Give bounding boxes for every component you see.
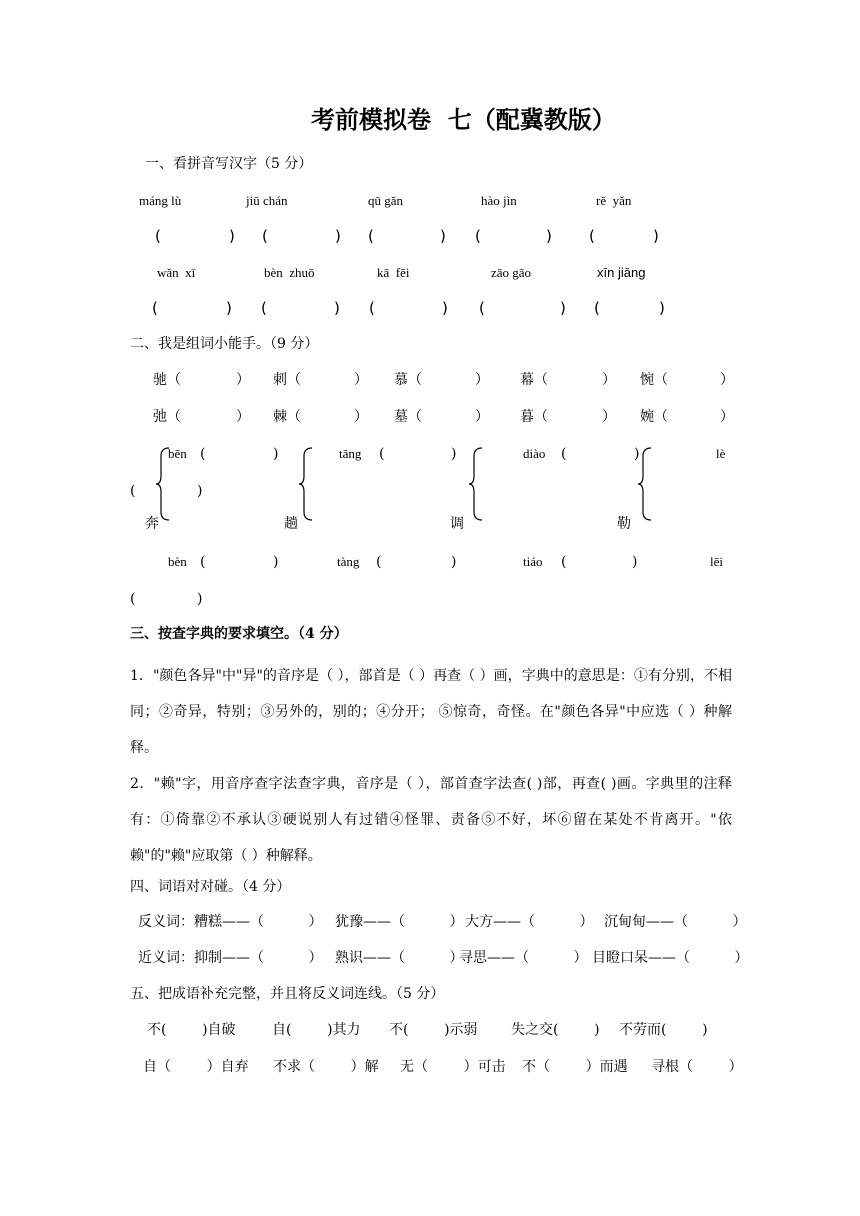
answer-close: )	[451, 554, 457, 570]
polyphone-pinyin: bèn	[168, 554, 187, 569]
answer-open: (	[369, 299, 375, 317]
answer-open: (	[130, 483, 136, 499]
answer-open: (	[376, 554, 382, 570]
word-item: 驰（	[153, 372, 181, 388]
word-close: ）	[602, 372, 616, 388]
polyphone-pinyin: lè	[716, 446, 726, 461]
idiom-item: 自（ ）自弃	[143, 1059, 249, 1075]
answer-close: )	[451, 446, 457, 462]
polyphone-pinyin: tāng	[339, 446, 362, 461]
polyphone-char: 调	[450, 516, 464, 532]
word-close: ）	[475, 409, 489, 425]
answer-open: (	[475, 227, 481, 245]
answer-open: (	[262, 227, 268, 245]
word-close: ）	[720, 409, 734, 425]
pinyin-item: máng lù	[139, 193, 182, 208]
answer-close: )	[659, 299, 665, 317]
idiom-item: 不( )示弱	[389, 1022, 478, 1038]
question-2: 2．"赖"字，用音序查字法查字典，音序是（ ），部首查字法查( )部，再查( )画。字典里的注释有：①倚靠②不承认③硬说别人有过错④怪罪、责备⑤不好，坏⑥留在某处不肯离开。"依赖"的"赖"应取第（ ）种解释。	[130, 776, 732, 864]
idiom-item: 不( )自破	[147, 1022, 236, 1038]
word-pair: 目瞪口呆——（ ）	[592, 950, 749, 966]
answer-close: )	[442, 299, 448, 317]
idiom-item: 失之交( )	[511, 1022, 600, 1038]
answer-open: (	[379, 446, 385, 462]
idiom-item: 不（ ）而遇	[522, 1059, 628, 1075]
word-pair: 熟识——（ ）	[335, 950, 464, 966]
polyphone-pinyin: tàng	[337, 554, 360, 569]
word-pair: 反义词：糟糕——（ ）	[138, 914, 323, 930]
answer-close: )	[334, 299, 340, 317]
pinyin-item: kā fēi	[377, 265, 410, 280]
polyphone-pinyin: diào	[523, 446, 546, 461]
word-close: ）	[602, 409, 616, 425]
word-item: 棘（	[273, 409, 301, 425]
word-pair: 犹豫——（ ）	[335, 914, 464, 930]
answer-open: (	[152, 299, 158, 317]
word-pair: 大方——（ ）	[465, 914, 594, 930]
answer-close: )	[229, 227, 235, 245]
answer-open: (	[594, 299, 600, 317]
pinyin-item: hào jìn	[481, 193, 517, 208]
polyphone-char: 趟	[284, 516, 298, 532]
polyphone-char: 奔	[145, 516, 159, 532]
word-close: ）	[354, 409, 368, 425]
brace-icon	[468, 446, 484, 522]
answer-open: (	[200, 446, 206, 462]
pinyin-item: wǎn xī	[157, 265, 196, 280]
pinyin-item: xīn jiāng	[597, 265, 646, 280]
answer-open: (	[561, 446, 567, 462]
idiom-item: 不求（ ）解	[273, 1059, 379, 1075]
word-close: ）	[354, 372, 368, 388]
pinyin-item: jiū chán	[246, 193, 288, 208]
word-item: 惋（	[640, 372, 668, 388]
word-pair: 沉甸甸——（ ）	[604, 914, 747, 930]
polyphone-char: 勒	[617, 516, 631, 532]
polyphone-pinyin: tiáo	[523, 554, 543, 569]
pinyin-item: rě yǎn	[596, 193, 632, 208]
polyphone-pinyin: bēn	[168, 446, 187, 461]
idiom-item: 无（ ）可击	[400, 1059, 506, 1075]
pinyin-item: qū gǎn	[368, 193, 404, 208]
section-4-heading: 四、词语对对碰。（4 分）	[130, 879, 291, 895]
word-item: 弛（	[153, 409, 181, 425]
word-close: ）	[475, 372, 489, 388]
idiom-item: 寻根（ ）	[651, 1059, 743, 1075]
answer-open: (	[155, 227, 161, 245]
answer-close: )	[226, 299, 232, 317]
answer-open: (	[200, 554, 206, 570]
brace-icon	[298, 446, 314, 522]
word-close: ）	[236, 409, 250, 425]
answer-close: )	[197, 483, 203, 499]
answer-open: (	[368, 227, 374, 245]
page-title: 考前模拟卷 七（配冀教版）	[311, 105, 616, 134]
word-item: 慕（	[394, 372, 422, 388]
word-item: 婉（	[640, 409, 668, 425]
answer-open: (	[261, 299, 267, 317]
answer-close: )	[546, 227, 552, 245]
answer-close: )	[560, 299, 566, 317]
question-1: 1．"颜色各异"中"异"的音序是（ ），部首是（ ）再查（ ）画，字典中的意思是：①有分别，不相同；②奇异，特别；③另外的，别的；④分开； ⑤惊奇，奇怪。在"颜色各异"中应选（ ）种解释。	[130, 668, 732, 756]
answer-close: )	[634, 446, 640, 462]
word-pair: 近义词：抑制——（ ）	[138, 950, 323, 966]
answer-open: (	[589, 227, 595, 245]
answer-close: )	[335, 227, 341, 245]
answer-close: )	[632, 554, 638, 570]
pinyin-item: zāo gāo	[491, 265, 532, 280]
answer-close: )	[197, 591, 203, 607]
word-item: 墓（	[394, 409, 422, 425]
word-close: ）	[720, 372, 734, 388]
section-2-heading: 二、我是组词小能手。（9 分）	[130, 336, 319, 352]
answer-close: )	[273, 446, 279, 462]
answer-open: (	[130, 591, 136, 607]
answer-close: )	[653, 227, 659, 245]
section-1-heading: 一、看拼音写汉字（5 分）	[145, 156, 313, 172]
answer-close: )	[440, 227, 446, 245]
section-3-heading: 三、按查字典的要求填空。（4 分）	[130, 626, 348, 642]
section-5-heading: 五、把成语补充完整，并且将反义词连线。（5 分）	[130, 986, 445, 1002]
idiom-item: 自( )其力	[272, 1022, 361, 1038]
answer-close: )	[273, 554, 279, 570]
word-item: 刺（	[273, 372, 301, 388]
answer-open: (	[479, 299, 485, 317]
answer-open: (	[561, 554, 567, 570]
word-close: ）	[236, 372, 250, 388]
polyphone-pinyin: lēi	[710, 554, 723, 569]
idiom-item: 不劳而( )	[619, 1022, 708, 1038]
word-item: 幕（	[520, 372, 548, 388]
pinyin-item: bèn zhuō	[264, 265, 315, 280]
word-pair: 寻思——（ ）	[459, 950, 588, 966]
word-item: 暮（	[520, 409, 548, 425]
